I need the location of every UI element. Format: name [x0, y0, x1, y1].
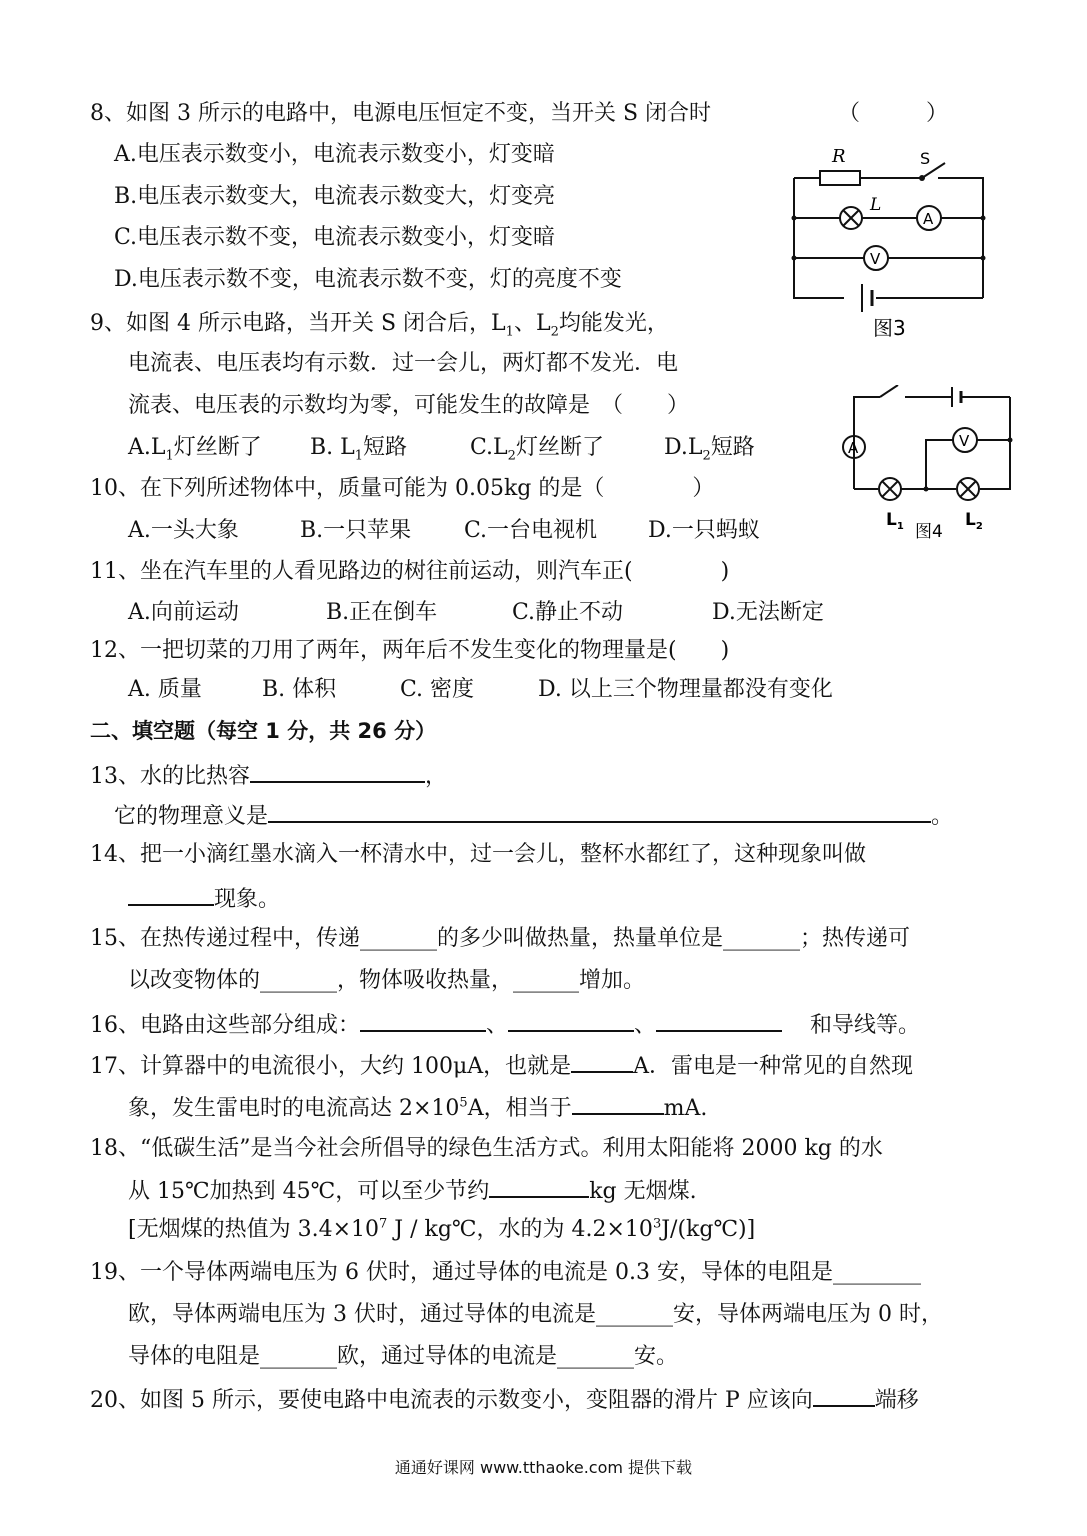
- q13-line2: 它的物理意义是 。: [114, 801, 953, 831]
- fig4-voltmeter-v: V: [959, 432, 970, 450]
- answer-blank[interactable]: [250, 761, 425, 783]
- q10-option-c: C.一台电视机: [464, 518, 598, 543]
- q11-option-d: D.无法断定: [712, 600, 824, 625]
- answer-blank[interactable]: [813, 1385, 875, 1407]
- q9-option-d: $D.L_2$短路: [664, 435, 755, 464]
- q14-line2: 现象。: [128, 884, 280, 914]
- answer-blank[interactable]: [360, 1010, 486, 1032]
- q9-option-b: B. $L_1$短路: [310, 435, 408, 464]
- q9-stem: 9、如图 4 所示电路，当开关 S 闭合后，$L_1$、$L_2$均能发光，: [90, 311, 669, 340]
- q19-line1: 19、一个导体两端电压为 6 伏时，通过导体的电流是 0.3 安，导体的电阻是________: [90, 1260, 921, 1285]
- q13-line1: 13、水的比热容 ，: [90, 761, 447, 791]
- q20-line1: 20、如图 5 所示，要使电路中电流表的示数变小，变阻器的滑片 P 应该向 端移: [90, 1385, 919, 1415]
- q9-option-c: $C.L_2$灯丝断了: [470, 435, 604, 464]
- q19-line3: 导体的电阻是_______欧，通过导体的电流是_______安。: [128, 1344, 679, 1369]
- answer-blank[interactable]: [656, 1010, 782, 1032]
- q10-option-a: A.一头大象: [128, 518, 239, 543]
- q8-option-b: B.电压表示数变大，电流表示数变大，灯变亮: [114, 184, 556, 209]
- q8-stem: 8、如图 3 所示的电路中，电源电压恒定不变，当开关 S 闭合时: [90, 101, 712, 126]
- q8-option-a: A.电压表示数变小，电流表示数变小，灯变暗: [114, 142, 555, 167]
- fig3-voltmeter-v: V: [870, 250, 881, 268]
- q10-option-b: B.一只苹果: [300, 518, 412, 543]
- answer-blank[interactable]: [508, 1010, 634, 1032]
- q12-option-b: B. 体积: [262, 677, 337, 702]
- fig3-label-s: S: [920, 149, 931, 168]
- q18-line1: 18、“低碳生活”是当今社会所倡导的绿色生活方式。利用太阳能将 2000 kg 的水: [90, 1136, 883, 1161]
- figure-4-circuit: [840, 385, 1025, 540]
- answer-blank[interactable]: [572, 1093, 664, 1115]
- q12-option-d: D. 以上三个物理量都没有变化: [538, 677, 833, 702]
- q18-line3: [无烟煤的热值为 $3.4\times 10^7$ J / kg℃，水的为 $4.2\times 10^3J/(kg℃)$]: [128, 1216, 756, 1242]
- fig3-label-l: L: [870, 195, 882, 215]
- answer-blank[interactable]: [128, 884, 214, 906]
- q17-line1: 17、计算器中的电流很小，大约 100μA，也就是 A．雷电是一种常见的自然现: [90, 1051, 913, 1081]
- q11-option-c: C.静止不动: [512, 600, 624, 625]
- fig4-ammeter-a: A: [848, 439, 859, 457]
- answer-blank[interactable]: [268, 801, 931, 823]
- q11-option-b: B.正在倒车: [326, 600, 438, 625]
- q9-line2: 电流表、电压表均有示数．过一会儿，两灯都不发光．电: [128, 351, 679, 376]
- section-heading-fill-in: 二、填空题（每空 1 分，共 26 分）: [90, 719, 437, 743]
- figure-3-circuit: [780, 140, 995, 345]
- q14-line1: 14、把一小滴红墨水滴入一杯清水中，过一会儿，整杯水都红了，这种现象叫做: [90, 842, 866, 867]
- fig4-label-l2: $L_2$: [965, 510, 983, 532]
- q9-line3: 流表、电压表的示数均为零，可能发生的故障是 （ ）: [128, 393, 690, 418]
- q10-stem: 10、在下列所述物体中，质量可能为 0.05kg 的是（ ）: [90, 476, 715, 501]
- q9-option-a: $A.L_1$灯丝断了: [128, 435, 262, 464]
- q19-line2: 欧，导体两端电压为 3 伏时，通过导体的电流是_______安，导体两端电压为 0 时，: [128, 1302, 943, 1327]
- q10-option-d: D.一只蚂蚁: [648, 518, 760, 543]
- q18-line2: 从 15℃加热到 45℃，可以至少节约 kg 无烟煤.: [128, 1176, 697, 1206]
- answer-blank[interactable]: [571, 1051, 633, 1073]
- q17-line2: 象，发生雷电时的电流高达 $2\times 10^5A$，相当于 mA.: [128, 1093, 707, 1123]
- fig4-caption: 图4: [915, 522, 943, 540]
- answer-blank[interactable]: [489, 1176, 589, 1198]
- q8-option-d: D.电压表示数不变，电流表示数不变，灯的亮度不变: [114, 267, 622, 292]
- q15-line1: 15、在热传递过程中，传递_______的多少叫做热量，热量单位是_______；热传递可: [90, 926, 910, 951]
- footer-credit: 通通好课网 www.tthaoke.com 提供下载: [394, 1458, 693, 1477]
- fig3-ammeter-a: A: [923, 210, 934, 228]
- fig3-label-r: R: [832, 146, 846, 167]
- q11-option-a: A.向前运动: [128, 600, 239, 625]
- q12-option-a: A. 质量: [128, 677, 202, 702]
- q15-line2: 以改变物体的_______，物体吸收热量，______增加。: [128, 968, 646, 993]
- fig4-label-l1: $L_1$: [886, 510, 904, 532]
- q8-answer-paren: （ ）: [838, 101, 949, 126]
- q12-option-c: C. 密度: [400, 677, 475, 702]
- fig3-caption: 图3: [873, 316, 906, 340]
- q16-line: 16、电路由这些部分组成： 、 、 和导线等。: [90, 1010, 920, 1040]
- q8-option-c: C.电压表示数不变，电流表示数变小，灯变暗: [114, 225, 556, 250]
- q12-stem: 12、一把切菜的刀用了两年，两年后不发生变化的物理量是( ): [90, 638, 730, 663]
- q11-stem: 11、坐在汽车里的人看见路边的树往前运动，则汽车正( ): [90, 559, 730, 584]
